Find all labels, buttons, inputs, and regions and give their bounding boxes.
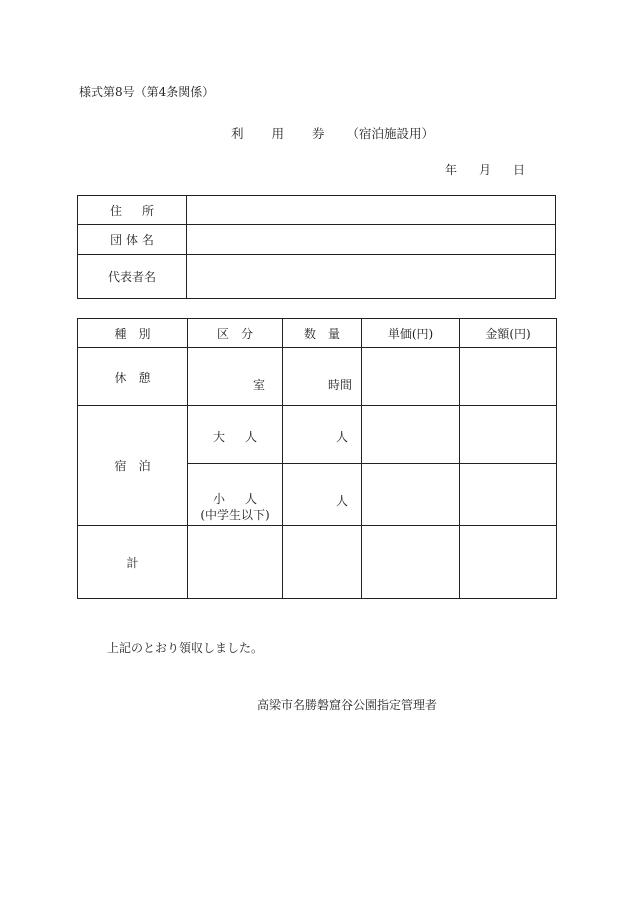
adult-label: 大 人 — [188, 406, 283, 464]
rest-room-cell[interactable] — [188, 348, 283, 406]
adult-quantity-cell[interactable] — [283, 406, 362, 464]
header-amount: 金額(円) — [460, 319, 557, 348]
title-char-1: 利 — [231, 126, 244, 141]
group-name-field[interactable] — [187, 225, 556, 255]
rest-label: 休 憩 — [78, 348, 188, 406]
header-unit-price: 単価(円) — [362, 319, 460, 348]
child-note: (中学生以下) — [200, 508, 270, 522]
rest-unit-price-cell[interactable] — [362, 348, 460, 406]
hours-unit: 時間 — [327, 378, 352, 392]
header-division: 区 分 — [188, 319, 283, 348]
adult-person-unit: 人 — [335, 430, 348, 444]
adult-unit-price-cell[interactable] — [362, 406, 460, 464]
child-quantity-cell[interactable] — [283, 464, 362, 526]
rest-amount-cell[interactable] — [460, 348, 557, 406]
total-quantity-cell[interactable] — [283, 526, 362, 599]
document-title — [231, 124, 434, 142]
day-label: 日 — [513, 163, 526, 177]
group-name-label: 団 体 名 — [78, 225, 187, 255]
form-number: 様式第8号（第4条関係） — [79, 85, 215, 99]
date-line — [445, 161, 525, 178]
room-unit: 室 — [252, 378, 265, 392]
total-unit-price-cell[interactable] — [362, 526, 460, 599]
adult-amount-cell[interactable] — [460, 406, 557, 464]
applicant-info-table — [77, 195, 556, 299]
issuer-name: 高梁市名勝磐窟谷公園指定管理者 — [257, 698, 438, 712]
title-char-2: 用 — [271, 126, 285, 141]
total-label: 計 — [78, 526, 188, 599]
child-amount-cell[interactable] — [460, 464, 557, 526]
child-unit-price-cell[interactable] — [362, 464, 460, 526]
child-person-unit: 人 — [335, 494, 348, 508]
representative-label: 代表者名 — [78, 255, 187, 299]
header-quantity: 数 量 — [283, 319, 362, 348]
child-label: 小 人 (中学生以下) — [188, 464, 283, 526]
month-label: 月 — [479, 163, 492, 177]
title-subtitle: （宿泊施設用） — [346, 126, 435, 141]
usage-table — [77, 318, 557, 599]
total-amount-cell[interactable] — [460, 526, 557, 599]
representative-field[interactable] — [187, 255, 556, 299]
address-label: 住 所 — [78, 196, 187, 225]
header-type: 種 別 — [78, 319, 188, 348]
stay-label: 宿 泊 — [78, 406, 188, 526]
total-division-cell[interactable] — [188, 526, 283, 599]
title-char-3: 券 — [312, 126, 325, 141]
address-field[interactable] — [187, 196, 556, 225]
year-label: 年 — [445, 163, 458, 177]
receipt-statement: 上記のとおり領収しました。 — [107, 641, 264, 655]
rest-hours-cell[interactable] — [283, 348, 362, 406]
